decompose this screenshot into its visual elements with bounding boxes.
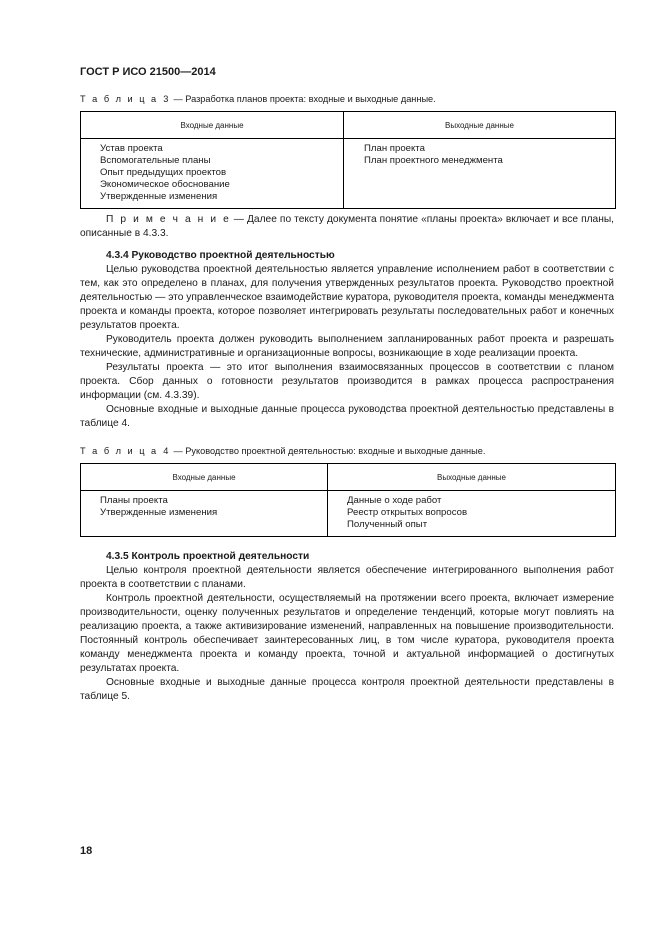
input-item: Утвержденные изменения [100,191,218,202]
table-caption-label: Т а б л и ц а [80,446,159,456]
paragraph: Результаты проекта — это итог выполнения взаимосвязанных процессов в соответствии с планом проекта. Сбор данных о готовности результатов производится в рамках процесса распространения информации (см. 4.3.39). [80,362,614,401]
paragraph: Целью руководства проектной деятельностью является управление исполнением работ в соответствии с тем, как это определено в планах, для получения утвержденных результатов проекта. Руководство проектной деятельностью — это управленческое взаимодействие куратора, руководителя проекта, команды менеджмента проекта и команды проекта, которое позволяет интегрировать результаты последовательных работ и конечных результатов проекта. [80,264,614,331]
table-caption-number: 4 [163,446,169,456]
input-item: Опыт предыдущих проектов [100,167,227,178]
section-4-3-4-title: 4.3.4 Руководство проектной деятельностью [106,250,335,261]
page-number: 18 [80,845,93,857]
table-3-caption [80,94,436,104]
output-item: Данные о ходе работ [347,495,442,506]
table-caption-label: Т а б л и ц а [80,94,159,104]
output-item: Реестр открытых вопросов [347,507,468,518]
section-4-3-5-title: 4.3.5 Контроль проектной деятельности [106,551,310,562]
output-item: План проектного менеджмента [364,155,503,166]
table-caption-text: — Руководство проектной деятельностью: входные и выходные данные. [173,446,486,456]
main-text-block-1 [80,213,614,431]
table-4-header-inputs: Входные данные [81,464,328,491]
table-4 [80,463,616,537]
table-caption-text: — Разработка планов проекта: входные и выходные данные. [173,94,436,104]
table-3-inputs-cell [81,139,344,209]
table-4-outputs-cell [328,491,616,537]
paragraph: Основные входные и выходные данные процесса контроля проектной деятельности представлены в таблице 5. [80,677,614,702]
table-4-inputs-cell [81,491,328,537]
table-caption-number: 3 [163,94,169,104]
input-item: Планы проекта [100,495,168,506]
output-item: План проекта [364,143,425,154]
table-3 [80,111,616,209]
paragraph: Целью контроля проектной деятельности является обеспечение интегрированного выполнения работ проекта в соответствии с планами. [80,565,614,590]
table-3-header-outputs: Выходные данные [344,112,616,139]
document-header: ГОСТ Р ИСО 21500—2014 [80,66,216,78]
table-3-header-inputs: Входные данные [81,112,344,139]
input-item: Утвержденные изменения [100,507,218,518]
paragraph: Руководитель проекта должен руководить выполнением запланированных работ проекта и разрешать технические, административные и организационные вопросы, возникающие в ходе реализации проекта. [80,334,614,359]
input-item: Вспомогательные планы [100,155,211,166]
paragraph: Основные входные и выходные данные процесса руководства проектной деятельностью представлены в таблице 4. [80,404,614,429]
note-label: П р и м е ч а н и е [106,214,231,225]
table-3-outputs-cell [344,139,616,209]
paragraph: Контроль проектной деятельности, осуществляемый на протяжении всего проекта, включает измерение производительности, оценку полученных результатов и определение тенденций, которые могут повлиять на реализацию проекта, а также активизирование изменений, направленных на повышение производительности. Постоянный контроль обеспечивает заинтересованных лиц, в том числе куратора, руководителя проекта команду менеджмента проекта и команду проекта, точной и актуальной информацией о достигнутых результатах проекта. [80,593,614,674]
table-4-header-outputs: Выходные данные [328,464,616,491]
input-item: Экономическое обоснование [100,179,230,190]
note-text: — Далее по тексту документа понятие «планы проекта» включает и все планы, описанные в 4.3.3. [80,214,614,239]
input-item: Устав проекта [100,143,163,154]
table-4-caption [80,446,485,456]
main-text-block-2 [80,550,614,704]
table-3-note [80,213,614,241]
output-item: Полученный опыт [347,519,428,530]
